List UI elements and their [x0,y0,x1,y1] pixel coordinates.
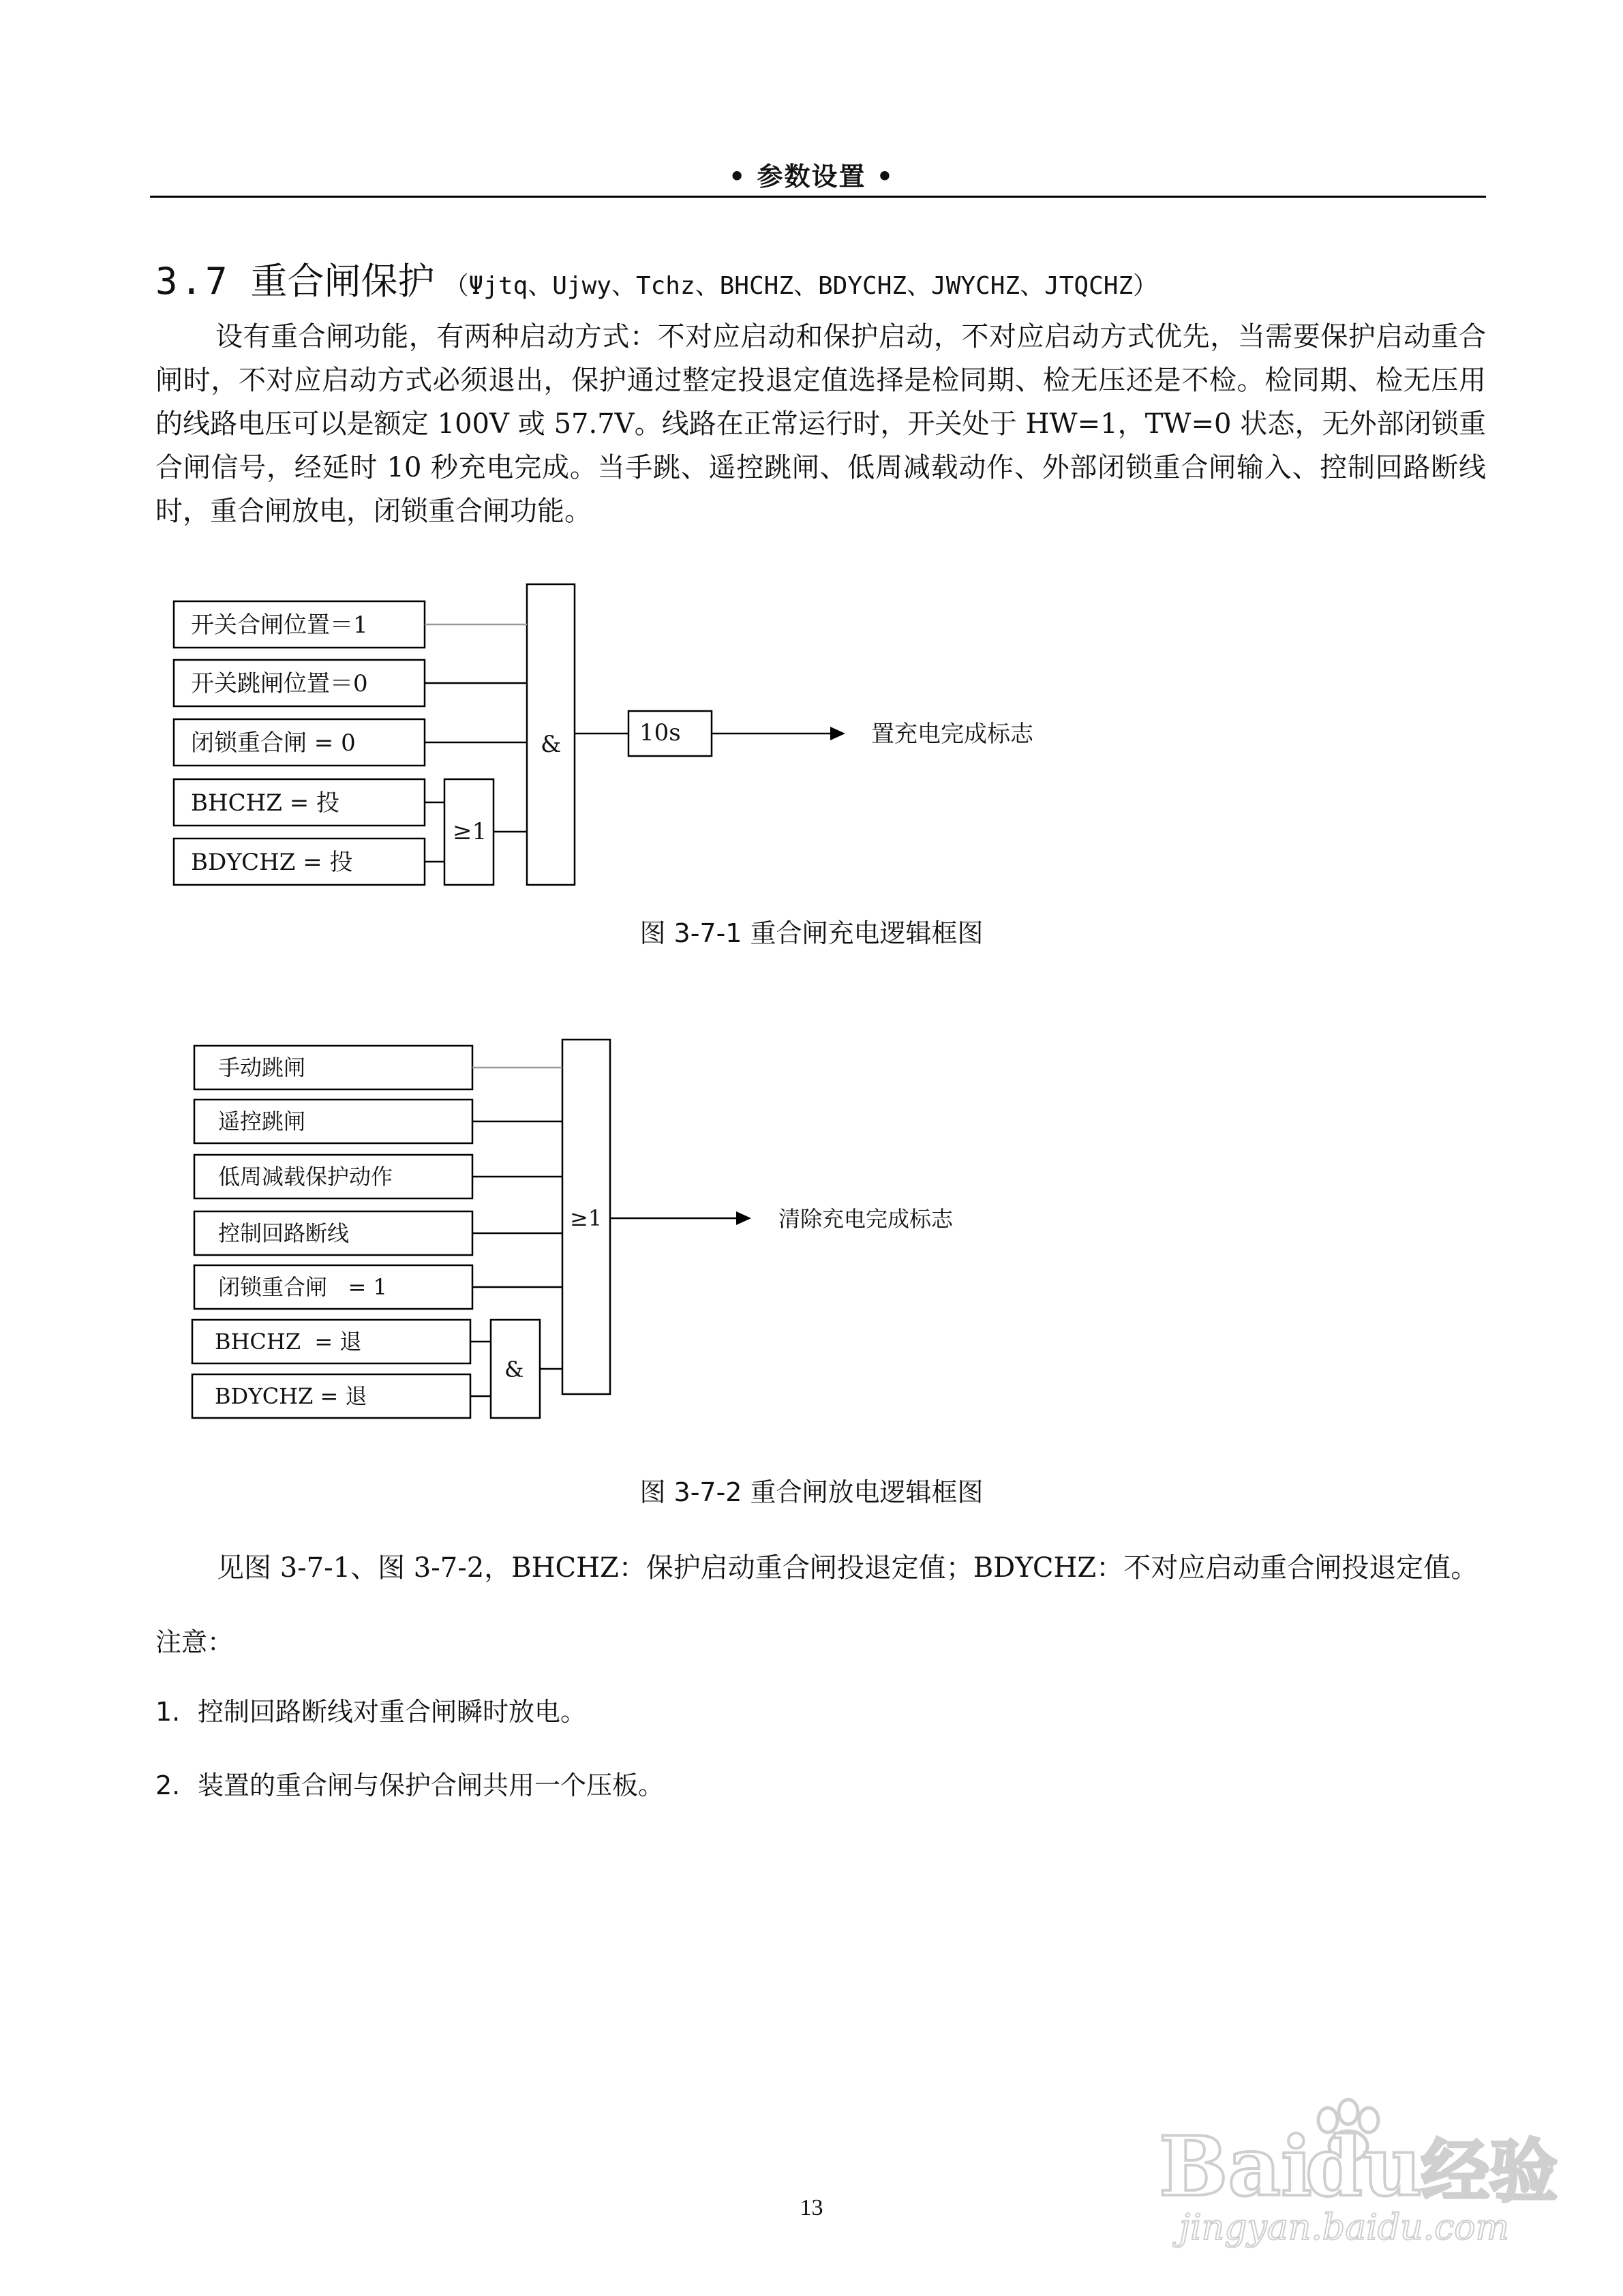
page-number: 13 [800,2195,823,2220]
input-label: 控制回路断线 [218,1220,350,1246]
section-heading [155,252,1157,305]
input-box [174,839,425,885]
timer-box [628,711,712,756]
input-label: 遥控跳闸 [218,1108,306,1134]
input-label: BHCHZ = 投 [191,789,340,817]
note-number: 2. [155,1770,181,1800]
input-box [174,660,425,706]
watermark-brand2: du [1305,2119,1423,2215]
note-text: 装置的重合闸与保护合闸共用一个压板。 [198,1770,665,1800]
figure1-caption: 图 3-7-1 重合闸充电逻辑框图 [639,918,984,948]
or-gate-label: ≥1 [570,1205,603,1231]
body-paragraph: 设有重合闸功能，有两种启动方式：不对应启动和保护启动，不对应启动方式优先，当需要保护启动重合闸时，不对应启动方式必须退出，保护通过整定投退定值选择是检同期、检无压还是不检。检同期、检无压用的线路电压可以是额定 100V 或 57.7V。线路在正常运行时，开关处于 HW=1，TW=0 状态，无外部闭锁重合闸信号，经延时 10 秒充电完成。当手跳、遥控跳闸、低周减载动作、外部闭锁重合闸输入、控制回路断线时，重合闸放电，闭锁重合闸功能。 [155,321,1486,527]
section-params: （Ψjtq、Ujwy、Tchz、BHCHZ、BDYCHZ、JWYCHZ、JTQCHZ） [444,272,1158,300]
note-text: 控制回路断线对重合闸瞬时放电。 [198,1697,587,1727]
input-label: 闭锁重合闸 = 1 [218,1274,387,1300]
note-item [155,1691,586,1728]
input-label: 闭锁重合闸 = 0 [191,729,356,757]
section-number: 3.7 [155,260,230,303]
output-arrow [736,1211,751,1225]
input-box [194,1046,472,1089]
input-label: 低周减载保护动作 [218,1164,393,1190]
figure2-caption: 图 3-7-2 重合闸放电逻辑框图 [639,1477,984,1507]
input-label: BDYCHZ = 投 [191,849,353,876]
and-gate-label: & [504,1357,524,1383]
reference-paragraph: 见图 3-7-1、图 3-7-2，BHCHZ：保护启动重合闸投退定值；BDYCHZ：不对应启动重合闸投退定值。 [217,1552,1478,1584]
note-item [155,1764,664,1802]
input-label: BDYCHZ = 退 [215,1383,367,1409]
input-box [194,1155,472,1198]
input-box [192,1320,470,1363]
notes-title: 注意： [155,1627,234,1657]
header-rule [150,196,1486,198]
input-box [194,1100,472,1143]
timer-label: 10s [639,719,681,746]
input-label: 手动跳闸 [218,1055,306,1081]
output-label: 清除充电完成标志 [778,1206,954,1232]
section-title: 重合闸保护 [250,260,435,303]
page-header-title: • 参数设置 • [728,162,895,192]
input-label: 开关合闸位置＝1 [191,611,368,639]
or-gate-box [444,779,494,885]
input-box [194,1211,472,1255]
and-gate-box [527,584,575,885]
watermark-url: jingyan.baidu.com [1179,2207,1509,2248]
or-gate-label: ≥1 [453,818,487,845]
and-gate-label: & [541,731,562,758]
or-gate-box [562,1040,610,1394]
input-box [174,719,425,766]
input-box [192,1374,470,1418]
input-box [174,601,425,648]
input-label: BHCHZ = 退 [215,1329,362,1355]
input-box [194,1265,472,1309]
note-number: 1. [155,1697,181,1727]
baidu-jingyan-watermark [1159,2072,1568,2250]
watermark-suffix: 经验 [1421,2131,1558,2211]
output-label: 置充电完成标志 [871,721,1033,748]
watermark-brand: Bai [1159,2119,1312,2215]
and-gate-box [491,1320,540,1418]
input-label: 开关跳闸位置＝0 [191,670,368,697]
output-arrow [830,727,845,740]
input-box [174,779,425,826]
